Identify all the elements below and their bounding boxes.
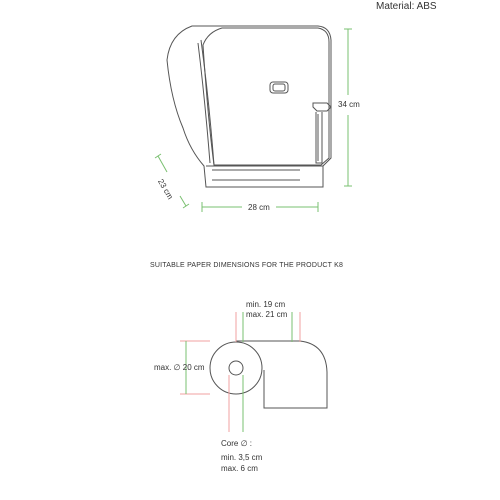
paper-roll-drawing xyxy=(210,341,327,408)
material-label: Material: ABS xyxy=(376,1,437,12)
lock-window xyxy=(273,84,285,91)
dispenser-cover xyxy=(203,28,329,165)
depth-dimension-label: 23 cm xyxy=(156,177,175,201)
height-dimension-label: 34 cm xyxy=(338,100,360,109)
dispenser-lever-slot xyxy=(316,112,322,163)
roll-width-min-label: min. 19 cm xyxy=(246,300,286,309)
dispenser-body xyxy=(167,26,331,187)
roll-width-max-label: max. 21 cm xyxy=(246,310,288,319)
dispenser-lever xyxy=(313,103,331,111)
dispenser-drawing xyxy=(167,26,331,187)
section-title: SUITABLE PAPER DIMENSIONS FOR THE PRODUCT K8 xyxy=(150,262,344,269)
roll-diameter-label: max. ∅ 20 cm xyxy=(154,363,205,372)
core-label: Core ∅ : xyxy=(221,439,252,448)
width-dimension-label: 28 cm xyxy=(248,203,270,212)
core-max-label: max. 6 cm xyxy=(221,464,258,473)
roll-outer xyxy=(210,342,262,394)
dispenser-base xyxy=(212,170,300,180)
core-min-label: min. 3,5 cm xyxy=(221,453,263,462)
